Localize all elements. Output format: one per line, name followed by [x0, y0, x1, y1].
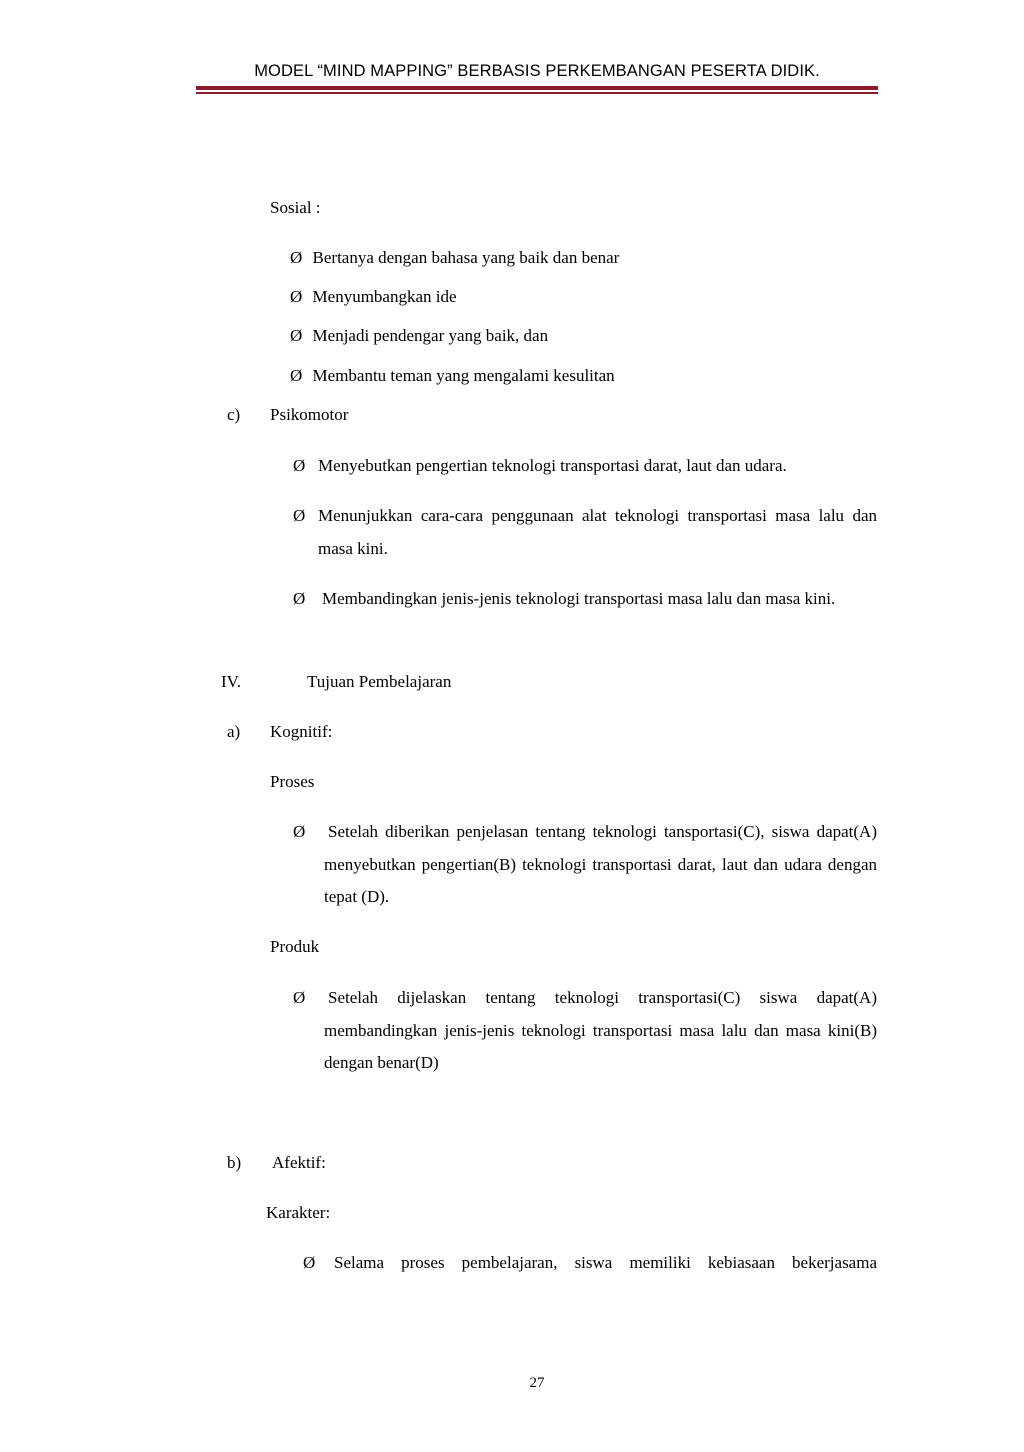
proses-label: Proses	[270, 772, 315, 791]
bullet-glyph: Ø	[293, 589, 306, 608]
bullet-glyph: Ø	[290, 366, 303, 385]
bullet-glyph: Ø	[293, 456, 306, 475]
sosial-label: Sosial :	[270, 198, 321, 217]
proses-item	[324, 816, 877, 914]
psikomotor-item	[318, 500, 877, 565]
psikomotor-item-text: Menunjukkan cara-cara penggunaan alat teknologi transportasi masa lalu dan masa kini.	[318, 506, 877, 558]
afektif-marker: b)	[227, 1153, 242, 1172]
page-number: 27	[529, 1375, 545, 1391]
bullet-glyph: Ø	[293, 988, 306, 1007]
sosial-item-text: Membantu teman yang mengalami kesulitan	[312, 366, 615, 385]
karakter-label: Karakter:	[266, 1203, 331, 1222]
produk-item-text: Setelah dijelaskan tentang teknologi transportasi(C) siswa dapat(A) membandingkan jenis-jenis teknologi transportasi masa lalu dan masa kini(B) dengan benar(D)	[324, 988, 877, 1072]
header-rule-thick	[196, 86, 878, 90]
bullet-glyph: Ø	[290, 287, 303, 306]
produk-label: Produk	[270, 937, 320, 956]
sosial-item	[290, 366, 615, 386]
karakter-item-text: Selama proses pembelajaran, siswa memiliki kebiasaan bekerjasama	[334, 1253, 877, 1272]
sosial-item-text: Bertanya dengan bahasa yang baik dan benar	[312, 248, 620, 267]
bullet-glyph: Ø	[303, 1253, 316, 1272]
section-marker: IV.	[221, 672, 241, 691]
header-rule-thin	[196, 92, 878, 94]
bullet-glyph: Ø	[290, 248, 303, 267]
sosial-item	[290, 326, 548, 346]
sosial-item	[290, 248, 619, 268]
afektif-label: Afektif:	[272, 1153, 326, 1172]
psikomotor-item	[322, 583, 877, 616]
karakter-item	[334, 1247, 877, 1280]
bullet-glyph: Ø	[293, 506, 306, 525]
running-header: MODEL “MIND MAPPING” BERBASIS PERKEMBANGAN PESERTA DIDIK.	[254, 62, 820, 80]
psikomotor-marker: c)	[227, 405, 241, 424]
psikomotor-item-text: Membandingkan jenis-jenis teknologi transportasi masa lalu dan masa kini.	[322, 589, 836, 608]
sosial-item-text: Menjadi pendengar yang baik, dan	[312, 326, 549, 345]
proses-item-text: Setelah diberikan penjelasan tentang teknologi tansportasi(C), siswa dapat(A) menyebutkan pengertian(B) teknologi transportasi darat, laut dan udara dengan tepat (D).	[324, 822, 877, 906]
produk-item	[324, 982, 877, 1080]
psikomotor-item: Menyebutkan pengertian teknologi transportasi darat, laut dan udara.	[318, 456, 787, 475]
bullet-glyph: Ø	[293, 822, 306, 841]
kognitif-marker: a)	[227, 722, 241, 741]
kognitif-label: Kognitif:	[270, 722, 333, 741]
section-title: Tujuan Pembelajaran	[307, 672, 452, 691]
sosial-item-text: Menyumbangkan ide	[312, 287, 457, 306]
bullet-glyph: Ø	[290, 326, 303, 345]
sosial-item	[290, 287, 457, 307]
psikomotor-label: Psikomotor	[270, 405, 349, 424]
